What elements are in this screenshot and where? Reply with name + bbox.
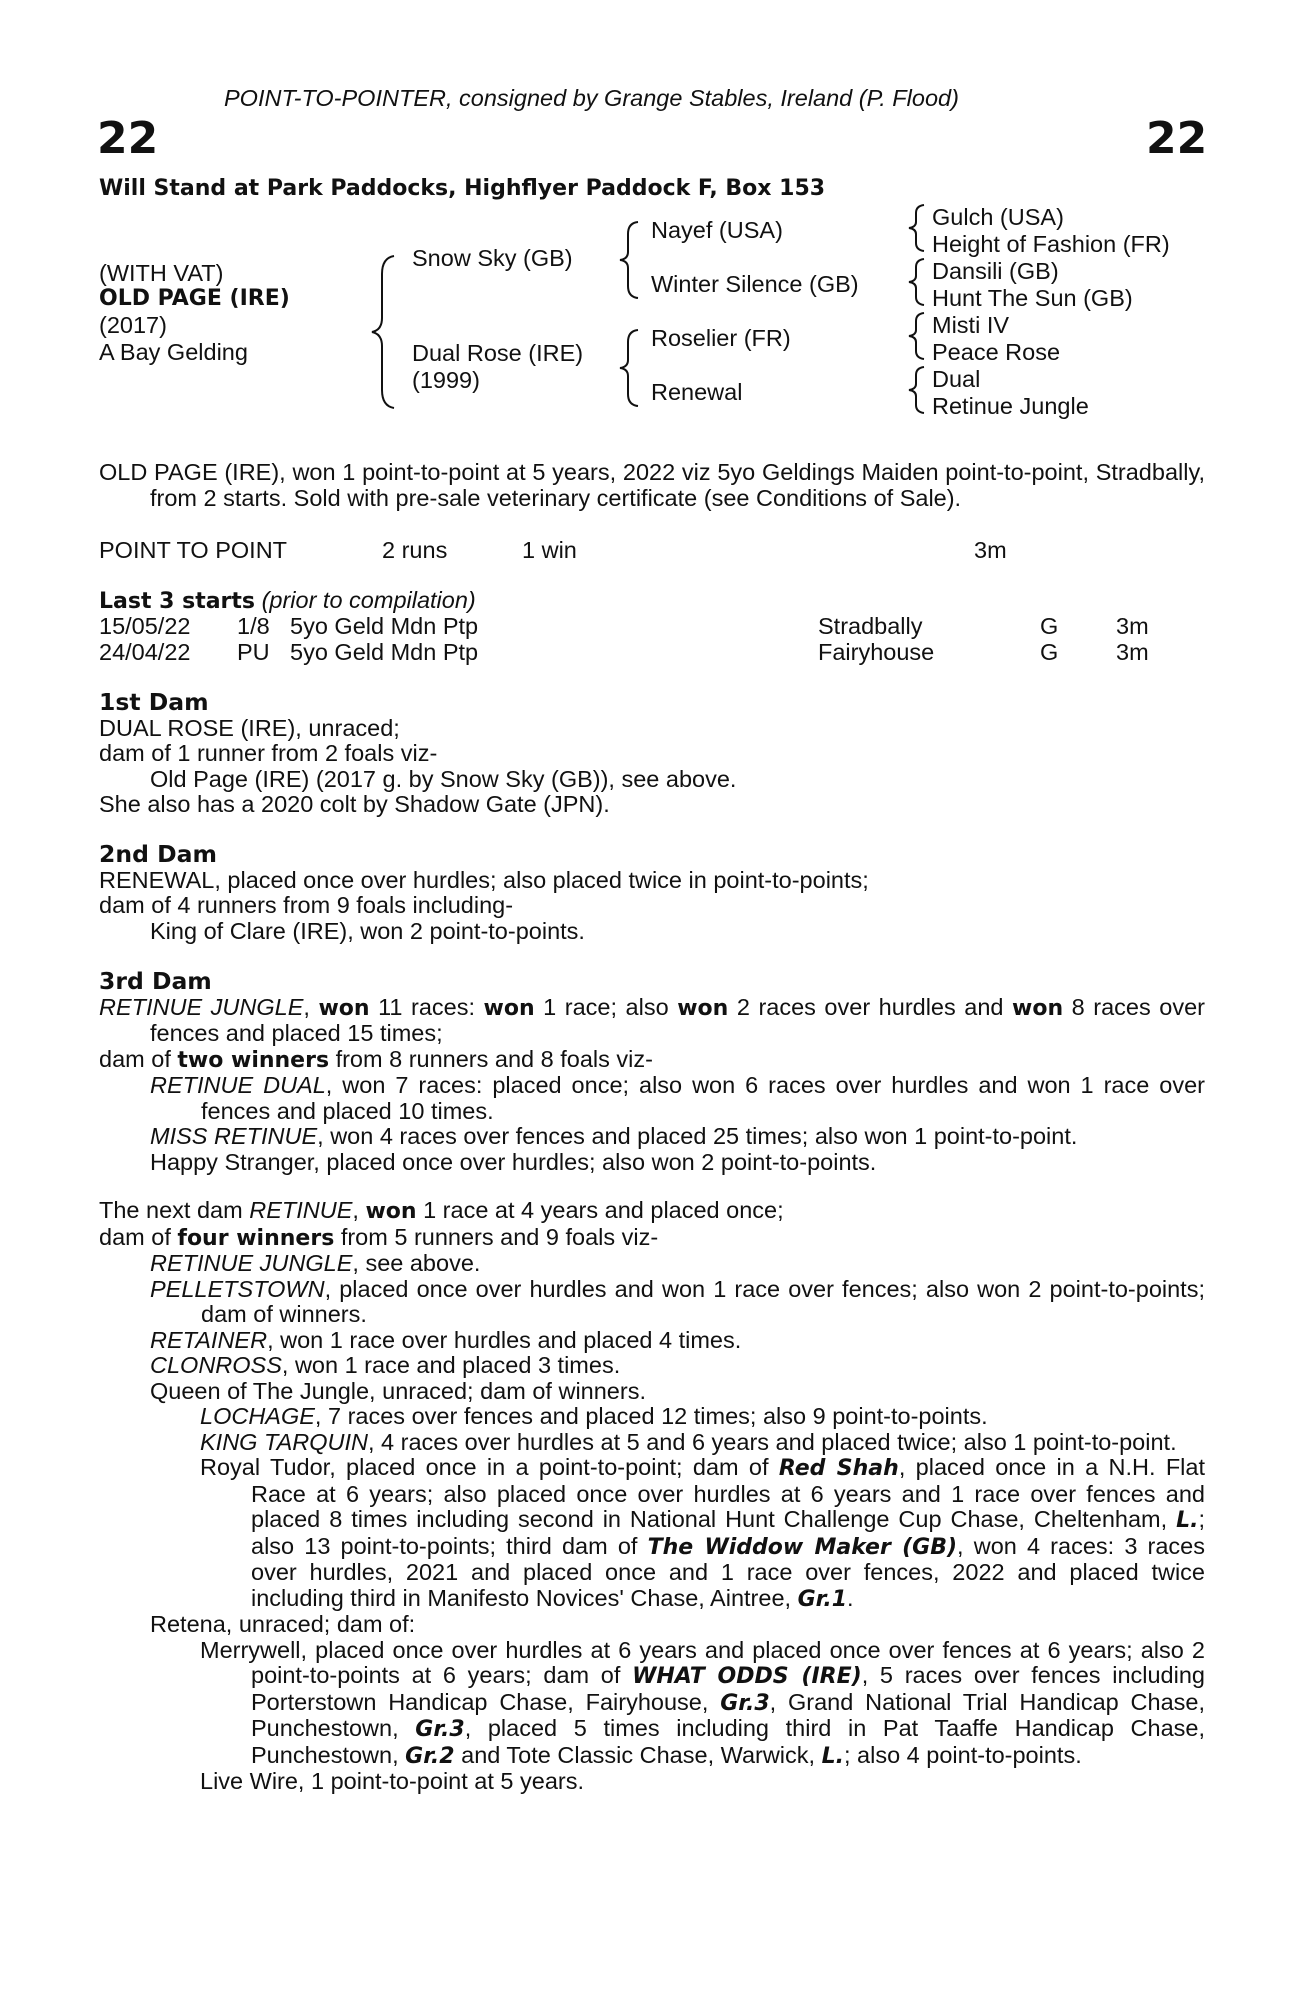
pedigree-sire-sire: Nayef (USA) [651,217,783,243]
offspring-entry [99,1277,1205,1328]
start-race: 5yo Geld Mdn Ptp [290,639,479,665]
pedigree-dam-sire: Roselier (FR) [651,325,791,351]
race-grade: L. [821,1743,844,1769]
horse-name: RETINUE JUNGLE [150,1250,353,1276]
text: , [352,1197,366,1223]
black-type-name: WHAT ODDS (IRE) [632,1664,862,1689]
text: , see above. [352,1250,481,1276]
pedigree-brace-1 [370,254,400,410]
pedigree-sire: Snow Sky (GB) [412,245,573,271]
pedigree-brace-3d [906,365,928,415]
race-grade: Gr.3 [720,1690,770,1716]
text: , won 4 races over fences and placed 25 times; also won 1 point-to-point. [317,1123,1078,1149]
horse-description: A Bay Gelding [99,339,248,365]
won-text: won [677,995,729,1021]
text: , won 1 race over hurdles and placed 4 times. [267,1326,742,1353]
black-type-name: Red Shah [778,1456,899,1481]
last-starts-heading: Last 3 starts [99,589,256,614]
grand-offspring-entry [99,1638,1205,1770]
horse-name: LOCHAGE [200,1403,315,1429]
start-course: Stradbally [818,613,923,639]
text: 1 race at 4 years and placed once; [416,1197,784,1223]
first-dam-line: dam of 1 runner from 2 foals viz- [99,740,438,766]
pedigree-dam-dam: Renewal [651,379,743,405]
start-going: G [1040,613,1059,639]
start-distance: 3m [1116,613,1149,639]
horse-name: OLD PAGE (IRE) [99,286,290,311]
pedigree-brace-2a [618,220,642,300]
offspring-entry [99,1073,1205,1124]
third-dam-produce-line [99,1047,1205,1074]
text: 2 races over hurdles and [728,993,1013,1020]
first-dam-line: She also has a 2020 colt by Shadow Gate (JPN). [99,791,610,817]
third-dam-section [99,969,1205,1175]
pedigree-dam-year: (1999) [412,367,480,393]
winners-count: two winners [177,1047,330,1073]
first-dam-line: Old Page (IRE) (2017 g. by Snow Sky (GB)), see above. [150,765,737,792]
text: . [847,1584,854,1611]
won-text: won [365,1199,417,1224]
offspring-entry [99,1353,1205,1379]
second-dam-line: King of Clare (IRE), won 2 point-to-points. [150,917,585,944]
text: dam of [99,1223,178,1250]
last-starts-header [99,588,476,615]
horse-name: MISS RETINUE [150,1123,318,1149]
start-going: G [1040,639,1059,665]
second-dam-line: RENEWAL, placed once over hurdles; also placed twice in point-to-points; [99,866,869,893]
text: , Grand National Trial Handicap Chase, Punchestown, [251,1688,1205,1741]
pedigree-g2: Height of Fashion (FR) [932,231,1170,257]
text: 1 race; also [534,993,678,1020]
text: , 5 races over fences including Porterstown Handicap Chase, Fairyhouse, [251,1662,1205,1715]
record-wins: 1 win [522,537,577,563]
pedigree-g6: Peace Rose [932,339,1061,365]
text: from 5 runners and 9 foals viz- [334,1223,659,1250]
black-type-name: The Widdow Maker (GB) [647,1534,958,1560]
race-summary [99,460,1205,511]
text: , won 4 races: 3 races over hurdles, 2021 and placed once and 1 race over fences, 2022 and placed twice including third in Manifesto Novices' Chase, Aintree, [251,1532,1205,1611]
start-date: 24/04/22 [99,639,191,665]
consignor-line: POINT-TO-POINTER, consigned by Grange Stables, Ireland (P. Flood) [224,85,959,111]
won-text: won [483,995,535,1021]
horse-name: RETINUE DUAL [150,1072,326,1098]
horse-name: RETINUE [249,1197,353,1223]
record-distance: 3m [974,537,1007,563]
last-starts-note: (prior to compilation) [261,587,476,613]
third-dam-entry [99,995,1205,1047]
text: , placed once in a N.H. Flat Race at 6 years; also placed once over hurdles at 6 years and 1 race over fences and placed 8 times including second in National Hunt Challenge Cup Chase, Cheltenham, [251,1454,1206,1532]
first-dam-heading: 1st Dam [99,688,209,716]
grand-offspring-entry [99,1430,1205,1456]
next-dam-section [99,1198,1205,1795]
start-date: 15/05/22 [99,613,191,639]
text: , 4 races over hurdles at 5 and 6 years and placed twice; also 1 point-to-point. [368,1428,1177,1455]
horse-year: (2017) [99,312,167,338]
text: , placed once over hurdles and won 1 race over fences; also won 2 point-to-points; dam of winners. [201,1275,1205,1327]
horse-name: RETAINER [150,1326,268,1353]
race-grade: Gr.2 [405,1743,455,1769]
pedigree-brace-3a [906,203,928,253]
grand-offspring-entry [99,1404,1205,1430]
race-grade: Gr.3 [415,1717,465,1742]
race-grade: Gr.1 [797,1586,848,1612]
pedigree-g3: Dansili (GB) [932,258,1059,284]
stand-location: Will Stand at Park Paddocks, Highflyer Paddock F, Box 153 [99,176,826,201]
winners-count: four winners [177,1225,335,1251]
pedigree-brace-2b [618,328,642,408]
text: and Tote Classic Chase, Warwick, [454,1741,822,1768]
text: , won 1 race and placed 3 times. [281,1352,621,1378]
record-label: POINT TO POINT [99,537,288,563]
pedigree-brace-3c [906,311,928,361]
offspring-entry [99,1251,1205,1277]
text: 11 races: [369,993,484,1020]
pedigree-g4: Hunt The Sun (GB) [932,285,1133,311]
text: , 7 races over fences and placed 12 times; also 9 point-to-points. [314,1403,988,1429]
won-text: won [1012,995,1064,1021]
horse-name: PELLETSTOWN [150,1275,325,1302]
text: ; also 13 point-to-points; third dam of [251,1506,1205,1559]
offspring-entry [99,1124,1205,1150]
second-dam-section [99,842,1205,944]
text: , won 7 races: placed once; also won 6 races over hurdles and won 1 race over fences and placed 10 times. [201,1072,1205,1124]
text: Royal Tudor, placed once in a point-to-point; dam of [200,1454,779,1480]
text: 8 races over fences and placed 15 times; [150,993,1205,1046]
offspring-entry: Retena, unraced; dam of: [150,1611,416,1637]
start-course: Fairyhouse [818,639,935,665]
offspring-entry: Happy Stranger, placed once over hurdles; also won 2 point-to-points. [150,1148,877,1175]
first-dam-line: DUAL ROSE (IRE), unraced; [99,714,400,741]
text: The next dam [99,1197,250,1223]
horse-name: KING TARQUIN [200,1428,368,1455]
start-race: 5yo Geld Mdn Ptp [290,613,479,639]
third-dam-heading: 3rd Dam [99,967,212,995]
text: Merrywell, placed once over hurdles at 6 years and placed once over fences at 6 years; also 2 point-to-points at 6 years; dam of [200,1636,1205,1688]
race-grade: L. [1176,1508,1199,1533]
text: from 8 runners and 8 foals viz- [329,1045,653,1072]
lot-number-right: 22 [1146,113,1208,164]
pedigree-dam: Dual Rose (IRE) [412,340,584,366]
record-runs: 2 runs [382,537,448,563]
offspring-entry [99,1328,1205,1354]
pedigree-g5: Misti IV [932,312,1010,338]
pedigree-g8: Retinue Jungle [932,393,1089,419]
won-text: won [318,995,370,1021]
grand-offspring-entry: Live Wire, 1 point-to-point at 5 years. [200,1768,585,1794]
text: dam of [99,1045,178,1072]
pedigree-g1: Gulch (USA) [932,204,1064,230]
start-position: PU [237,639,270,665]
next-dam-produce-line [99,1225,1205,1252]
offspring-entry: Queen of The Jungle, unraced; dam of winners. [150,1377,646,1404]
second-dam-heading: 2nd Dam [99,840,217,868]
vat-note: (WITH VAT) [99,260,224,286]
text: , [303,993,319,1020]
pedigree-g7: Dual [932,366,981,392]
text: , placed 5 times including third in Pat Taaffe Handicap Chase, Punchestown, [251,1715,1205,1768]
pedigree-brace-3b [906,257,928,307]
first-dam-section [99,690,1205,818]
next-dam-entry [99,1198,1205,1225]
start-distance: 3m [1116,639,1149,665]
grand-offspring-entry [99,1455,1205,1612]
start-position: 1/8 [237,613,270,639]
horse-name: RETINUE JUNGLE [99,993,304,1020]
text: ; also 4 point-to-points. [843,1741,1082,1768]
pedigree-sire-dam: Winter Silence (GB) [651,271,859,297]
horse-name: CLONROSS [150,1352,282,1378]
summary-text: OLD PAGE (IRE), won 1 point-to-point at 5 years, 2022 viz 5yo Geldings Maiden point-to-point, Stradbally, from 2 starts. Sold with pre-sale veterinary certificate (see Conditions of Sale). [99,459,1205,511]
second-dam-line: dam of 4 runners from 9 foals including- [99,892,514,918]
lot-number-left: 22 [97,113,159,164]
